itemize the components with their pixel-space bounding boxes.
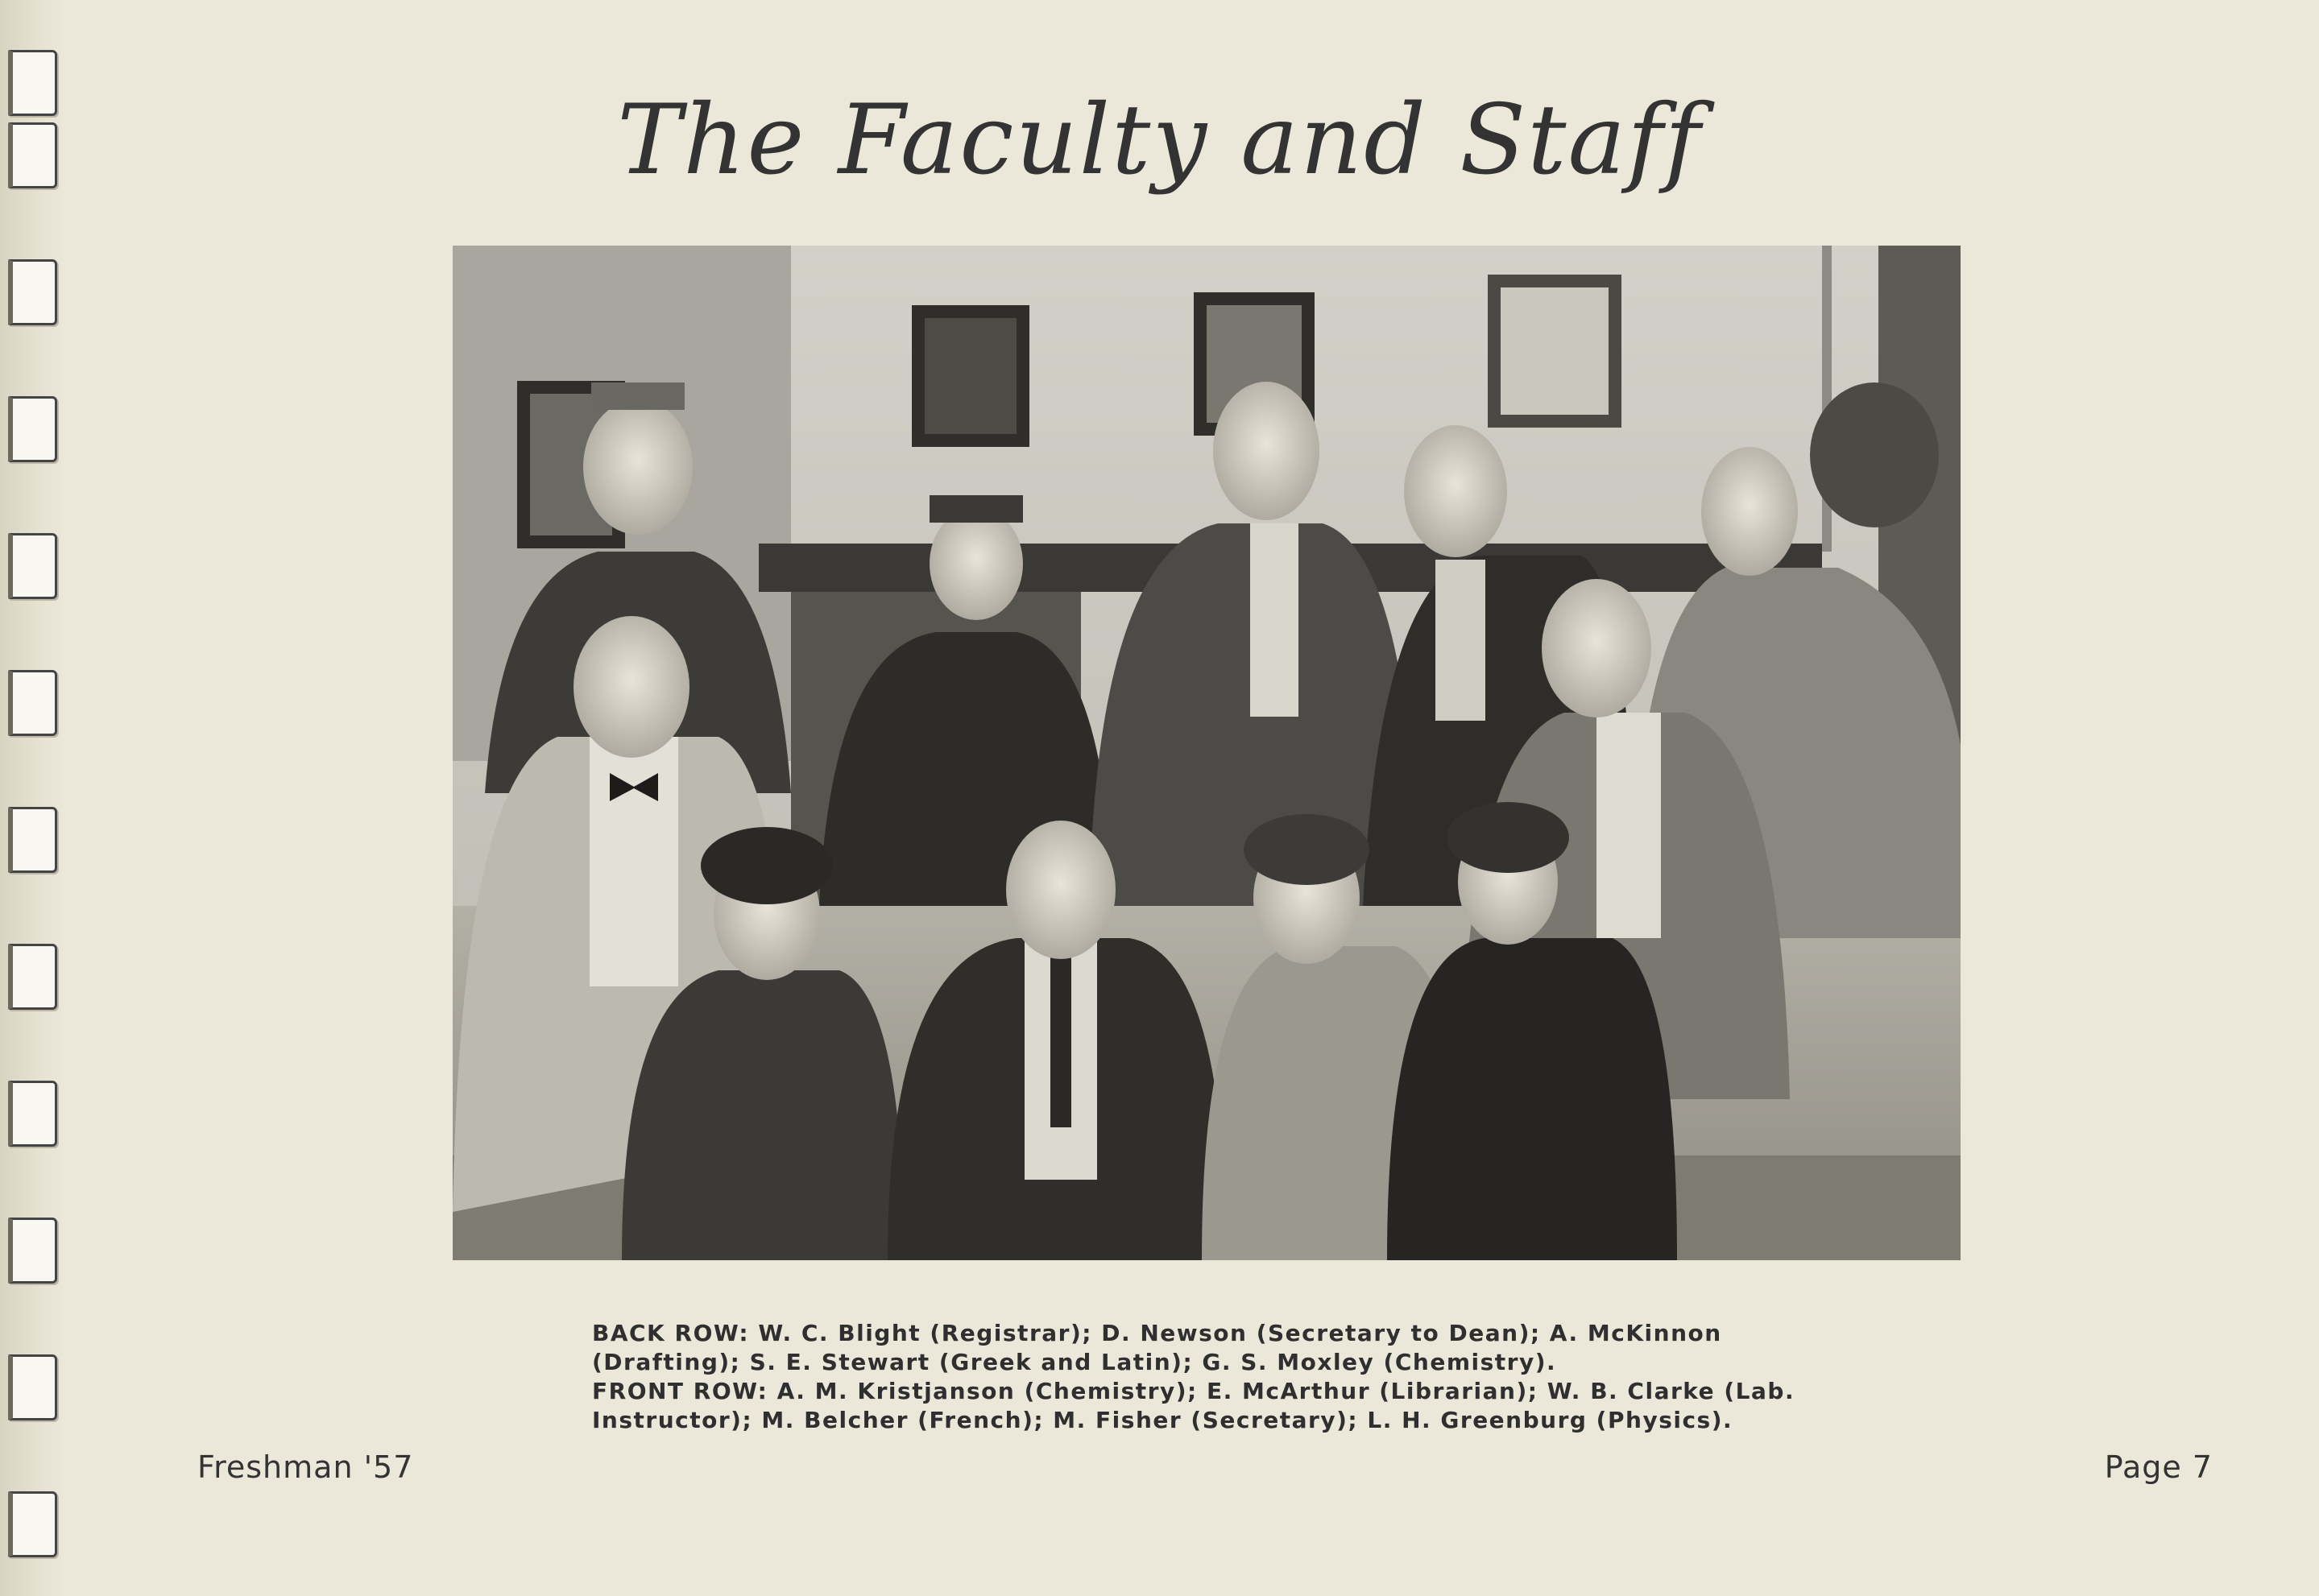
group-photo — [453, 246, 1961, 1260]
binding-ring — [8, 1081, 57, 1147]
binding-ring — [8, 533, 57, 599]
caption-front-row: FRONT ROW: A. M. Kristjanson (Chemistry); E. McArthur (Librarian); W. B. Clarke (Lab. Instructor); M. Belcher (French); M. Fisher (Secretary); L. H. Greenburg (Physics). — [592, 1378, 1795, 1433]
binding-ring — [8, 944, 57, 1010]
spiral-binding — [0, 0, 64, 1596]
binding-ring — [8, 807, 57, 873]
caption-back-row: BACK ROW: W. C. Blight (Registrar); D. Newson (Secretary to Dean); A. McKinnon (Drafting); S. E. Stewart (Greek and Latin); G. S. Moxley (Chemistry). — [592, 1320, 1722, 1375]
photo-caption — [592, 1319, 1824, 1435]
group-photo-image — [453, 246, 1961, 1260]
page-number: Page 7 — [2104, 1449, 2213, 1485]
binding-ring — [8, 670, 57, 736]
page-title: The Faculty and Staff — [617, 85, 1702, 196]
binding-ring — [8, 1218, 57, 1284]
footer-publication: Freshman '57 — [197, 1449, 414, 1485]
binding-ring — [8, 259, 57, 325]
binding-ring — [8, 1354, 57, 1420]
binding-ring — [8, 1491, 57, 1557]
binding-ring — [8, 396, 57, 462]
